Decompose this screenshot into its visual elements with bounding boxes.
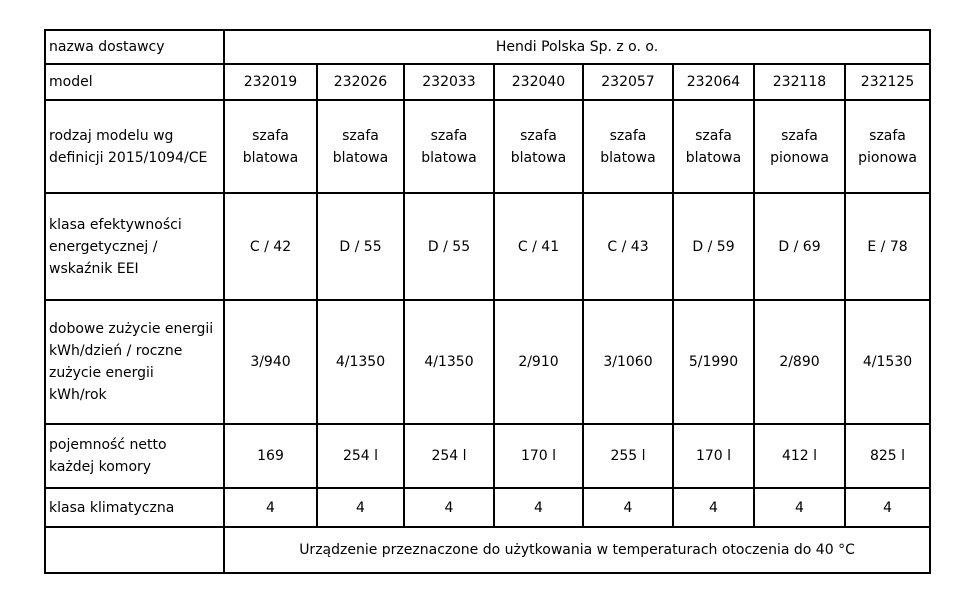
supplier-row (45, 30, 930, 64)
capacity-cell: 170 l (673, 424, 754, 488)
model-type-label (45, 100, 224, 193)
capacity-cell: 825 l (845, 424, 930, 488)
capacity-cell: 412 l (754, 424, 845, 488)
note-row (45, 527, 930, 573)
climate-class-cell: 4 (317, 488, 404, 527)
energy-class-label-text: klasa efektywności energetycznej / wskaźnik EEI (49, 216, 182, 277)
capacity-cell: 170 l (494, 424, 583, 488)
specification-table (44, 29, 931, 574)
model-label: model (45, 64, 224, 100)
energy-use-row (45, 300, 930, 424)
energy-use-cell: 4/1350 (404, 300, 494, 424)
model-type-cell (845, 100, 930, 193)
energy-class-label (45, 193, 224, 300)
climate-class-cell: 4 (845, 488, 930, 527)
energy-use-label-text: dobowe zużycie energii kWh/dzień / roczne zużycie energii kWh/rok (49, 321, 214, 403)
model-type-value: szafa blatowa (242, 127, 299, 166)
model-cell: 232026 (317, 64, 404, 100)
capacity-cell: 254 l (317, 424, 404, 488)
model-type-cell (583, 100, 673, 193)
climate-class-cell: 4 (583, 488, 673, 527)
model-type-value: szafa blatowa (600, 127, 656, 166)
model-type-value: szafa blatowa (421, 127, 477, 166)
capacity-cell: 255 l (583, 424, 673, 488)
energy-use-cell: 3/1060 (583, 300, 673, 424)
model-type-value: szafa blatowa (332, 127, 389, 166)
energy-class-cell: D / 55 (404, 193, 494, 300)
model-cell: 232040 (494, 64, 583, 100)
climate-class-cell: 4 (673, 488, 754, 527)
model-type-cell (317, 100, 404, 193)
climate-class-label: klasa klimatyczna (45, 488, 224, 527)
energy-use-label (45, 300, 224, 424)
supplier-label: nazwa dostawcy (45, 30, 224, 64)
model-cell: 232125 (845, 64, 930, 100)
climate-class-cell: 4 (404, 488, 494, 527)
capacity-label (45, 424, 224, 488)
capacity-cell: 169 (224, 424, 317, 488)
energy-use-cell: 5/1990 (673, 300, 754, 424)
model-type-cell (224, 100, 317, 193)
model-type-row (45, 100, 930, 193)
capacity-label-text: pojemność netto każdej komory (49, 437, 167, 475)
energy-use-cell: 4/1350 (317, 300, 404, 424)
model-type-cell (754, 100, 845, 193)
energy-class-cell: D / 59 (673, 193, 754, 300)
supplier-value: Hendi Polska Sp. z o. o. (224, 30, 930, 64)
climate-class-cell: 4 (494, 488, 583, 527)
energy-class-cell: C / 42 (224, 193, 317, 300)
energy-class-cell: D / 55 (317, 193, 404, 300)
model-type-value: szafa blatowa (685, 127, 742, 166)
model-type-value: szafa pionowa (858, 127, 917, 166)
model-cell: 232064 (673, 64, 754, 100)
climate-class-cell: 4 (224, 488, 317, 527)
energy-use-cell: 4/1530 (845, 300, 930, 424)
energy-class-cell: C / 41 (494, 193, 583, 300)
model-type-cell (673, 100, 754, 193)
model-cell: 232033 (404, 64, 494, 100)
capacity-cell: 254 l (404, 424, 494, 488)
energy-class-cell: D / 69 (754, 193, 845, 300)
energy-class-cell: E / 78 (845, 193, 930, 300)
energy-use-cell: 3/940 (224, 300, 317, 424)
energy-class-row (45, 193, 930, 300)
energy-use-cell: 2/910 (494, 300, 583, 424)
energy-class-cell: C / 43 (583, 193, 673, 300)
model-type-label-text: rodzaj modelu wg definicji 2015/1094/CE (49, 127, 208, 166)
model-type-value: szafa blatowa (510, 127, 567, 166)
model-row (45, 64, 930, 100)
model-cell: 232019 (224, 64, 317, 100)
capacity-row (45, 424, 930, 488)
energy-use-cell: 2/890 (754, 300, 845, 424)
temperature-note: Urządzenie przeznaczone do użytkowania w temperaturach otoczenia do 40 °C (224, 527, 930, 573)
model-type-cell (404, 100, 494, 193)
climate-class-row (45, 488, 930, 527)
model-type-cell (494, 100, 583, 193)
climate-class-cell: 4 (754, 488, 845, 527)
note-label (45, 527, 224, 573)
model-type-value: szafa pionowa (770, 127, 829, 166)
model-cell: 232057 (583, 64, 673, 100)
model-cell: 232118 (754, 64, 845, 100)
